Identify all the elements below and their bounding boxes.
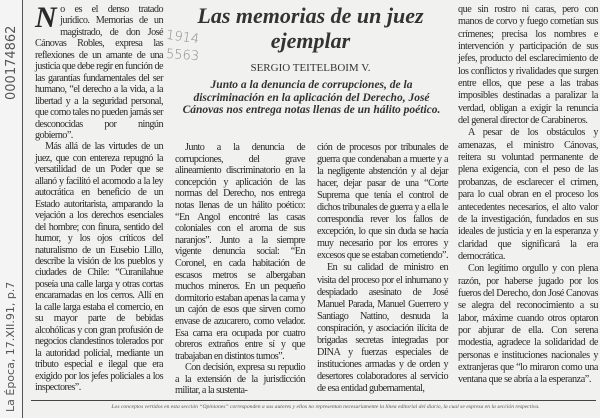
column-2 <box>175 142 305 397</box>
author-byline: SERGIO TEITELBOIM V. <box>250 62 371 74</box>
column-1 <box>35 1 163 393</box>
clipping-margin <box>0 0 23 418</box>
paragraph: que sin rostro ni caras, pero con manos de corvo y fuego cometían sus crímenes; precisa los nombres e intervención y participación de sus jefes, producto del esclarecimiento de los conflictos y rivalidades que surgen entre ellos, que pese a las trabas imposibles destinadas a paralizar la verdad, obligan a exigir la renuncia del general director de Carabineros. <box>458 4 598 127</box>
pencil-note: 1914 <box>165 27 200 48</box>
paragraph: Con legítimo orgullo y con plena razón, por haberse jugado por los fueros del Derecho, don José Canovas se alegra del reconocimiento a su labor, máxime cuando otros optaron por abjurar de ella. Con serena modestia, agradece la solidaridad de personas e instituciones nacionales y extranjeras que “lo miraron como una ventana que se abría a la esperanza”. <box>458 263 598 386</box>
footer-disclaimer: Los conceptos vertidos en esta sección “Opiniones” corresponden a sus autores y ellos no representan necesariamente la línea editorial del diario, la cual se expresa en la sección respectiva. <box>111 404 540 410</box>
handwritten-catalog-number: 000174862 <box>4 25 19 100</box>
paragraph: Junto a la denuncia de corrupciones, del grave alineamiento discriminatorio en la concepción y aplicación de las normas del Derecho, nos entrega notas llenas de un hálito poético: “En Angol encontré las casas coloniales con el aroma de sus naranjos”. Junto a la siempre vigente denuncia social: “En Coronel, en cada habitación de escasos metros se albergaban muchos mineros. En un pequeño dormitorio estaban apenas la cama y un cajón de esos que sirven como envase de azucarero, como velador. Esa cama era ocupada por cuatro obreros extraños entre sí y que trabajaban en distintos turnos”. <box>175 142 305 362</box>
article-deck: Junto a la denuncia de corrupciones, de la discriminación en la aplicación del Derecho, José Cánovas nos entrega notas llenas de un hálito poético. <box>182 79 441 117</box>
paragraph: Con decisión, expresa su repudio a la extensión de la jurisdicción militar, a la sustenta- <box>175 362 305 397</box>
paragraph: ción de procesos por tribunales de guerra que condenaban a muerte y a la negligente abstención y al dejar hacer, dejar pasar de una “Corte Suprema que tenía el control de dichos tribunales de guerra y a ella le correspondía rever los fallos de excepción, lo que sin duda se hacía muy necesario por los errores y excesos que se estaban cometiendo”. <box>317 142 448 262</box>
footer-divider <box>31 400 596 401</box>
pencil-note: 5563 <box>165 46 200 65</box>
paragraph: o es el denso tratado jurídico. Memorias de un magistrado, de don José Cánovas Robles, expresa las reflexiones de un amante de una justicia que debe regir en función de las garantías fundamentales del ser humano, “el derecho a la vida, a la libertad y a la seguridad personal, que como tales no pueden jamás ser desconocidas por ningún gobierno”. <box>35 4 163 141</box>
column-4 <box>458 4 598 387</box>
article-title <box>183 3 438 53</box>
drop-cap: N <box>35 1 57 34</box>
paragraph: En su calidad de ministro en visita del proceso por el inhumano y despiadado asesinato de José Manuel Parada, Manuel Guerrero y Santiago Nattino, desnuda la conspiración, y asociación ilícita de brigadas secretas integradas por DINA y fuerzas especiales de instituciones armadas y de orden y desertores colaboradores al servicio de esa entidad gubernamental, <box>317 262 448 394</box>
paragraph: Más allá de las virtudes de un juez, que con entereza repugnó la versatilidad de un Poder que se allanó y facilitó el acomodo a la ley autocrática en beneficio de un Estado autoritarista, amparando la vejación a los derechos esenciales del hombre; con finura, sentido del humor, y los ojos críticos del naturalismo de un Eusebio Lillo, describe la visión de los pueblos y ciudades de Chile: “Curanilahue poseía una calle larga y otras cortas encaramadas en los cerros. Allí en la calle larga estaba el comercio, en su mayor parte de bebidas alcohólicas y con gran profusión de negocios clandestinos tolerados por la autoridad policial, mediante un tributo especial e ilegal que era exigido por los jefes policiales a los inspectores”. <box>35 141 163 393</box>
paragraph: A pesar de los obstáculos y amenazas, el ministro Cánovas, reitera su voluntad permanente de plena exigencia, con el peso de las probanzas, de esclarecer el crimen, para lo cual obran en el proceso los antecedentes necesarios, el alto valor de la investigación, fundados en sus ideales de justicia y en la esperanza y claridad que significará la era democrática. <box>458 127 598 262</box>
title-line-2: ejemplar <box>270 28 351 53</box>
column-3 <box>317 142 448 395</box>
handwritten-source-note: La Época, 17.XII.91, p.7 <box>4 281 17 412</box>
newspaper-clipping <box>23 0 600 418</box>
title-line-1: Las memorias de un juez <box>197 3 424 28</box>
